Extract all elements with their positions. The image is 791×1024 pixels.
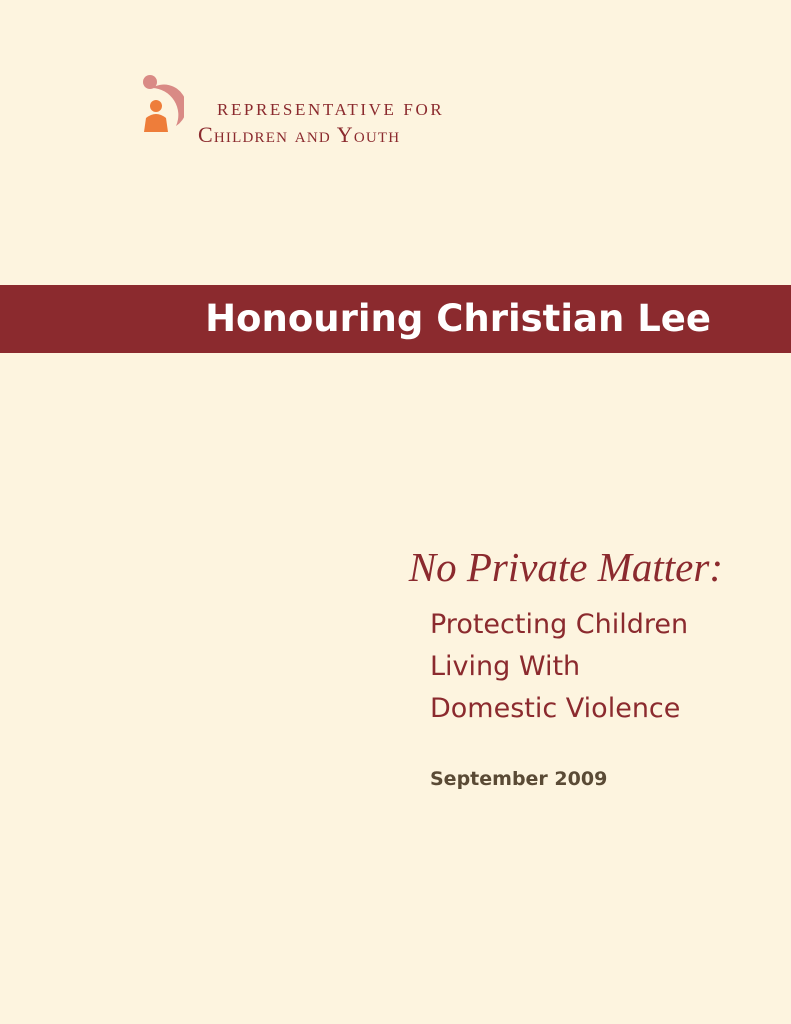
report-title: No Private Matter:	[408, 544, 723, 590]
subtitle-line-3: Domestic Violence	[430, 693, 681, 724]
banner-title: Honouring Christian Lee	[205, 297, 711, 340]
subtitle-line-1: Protecting Children	[430, 609, 689, 640]
report-subtitle	[430, 604, 688, 730]
publication-date: September 2009	[430, 768, 608, 790]
organization-name-line2: Children and Youth	[198, 122, 401, 147]
parent-child-logo-icon	[104, 72, 184, 162]
subtitle-line-2: Living With	[430, 651, 581, 682]
organization-name-line1: REPRESENTATIVE FOR	[217, 100, 445, 119]
title-banner	[0, 285, 791, 353]
